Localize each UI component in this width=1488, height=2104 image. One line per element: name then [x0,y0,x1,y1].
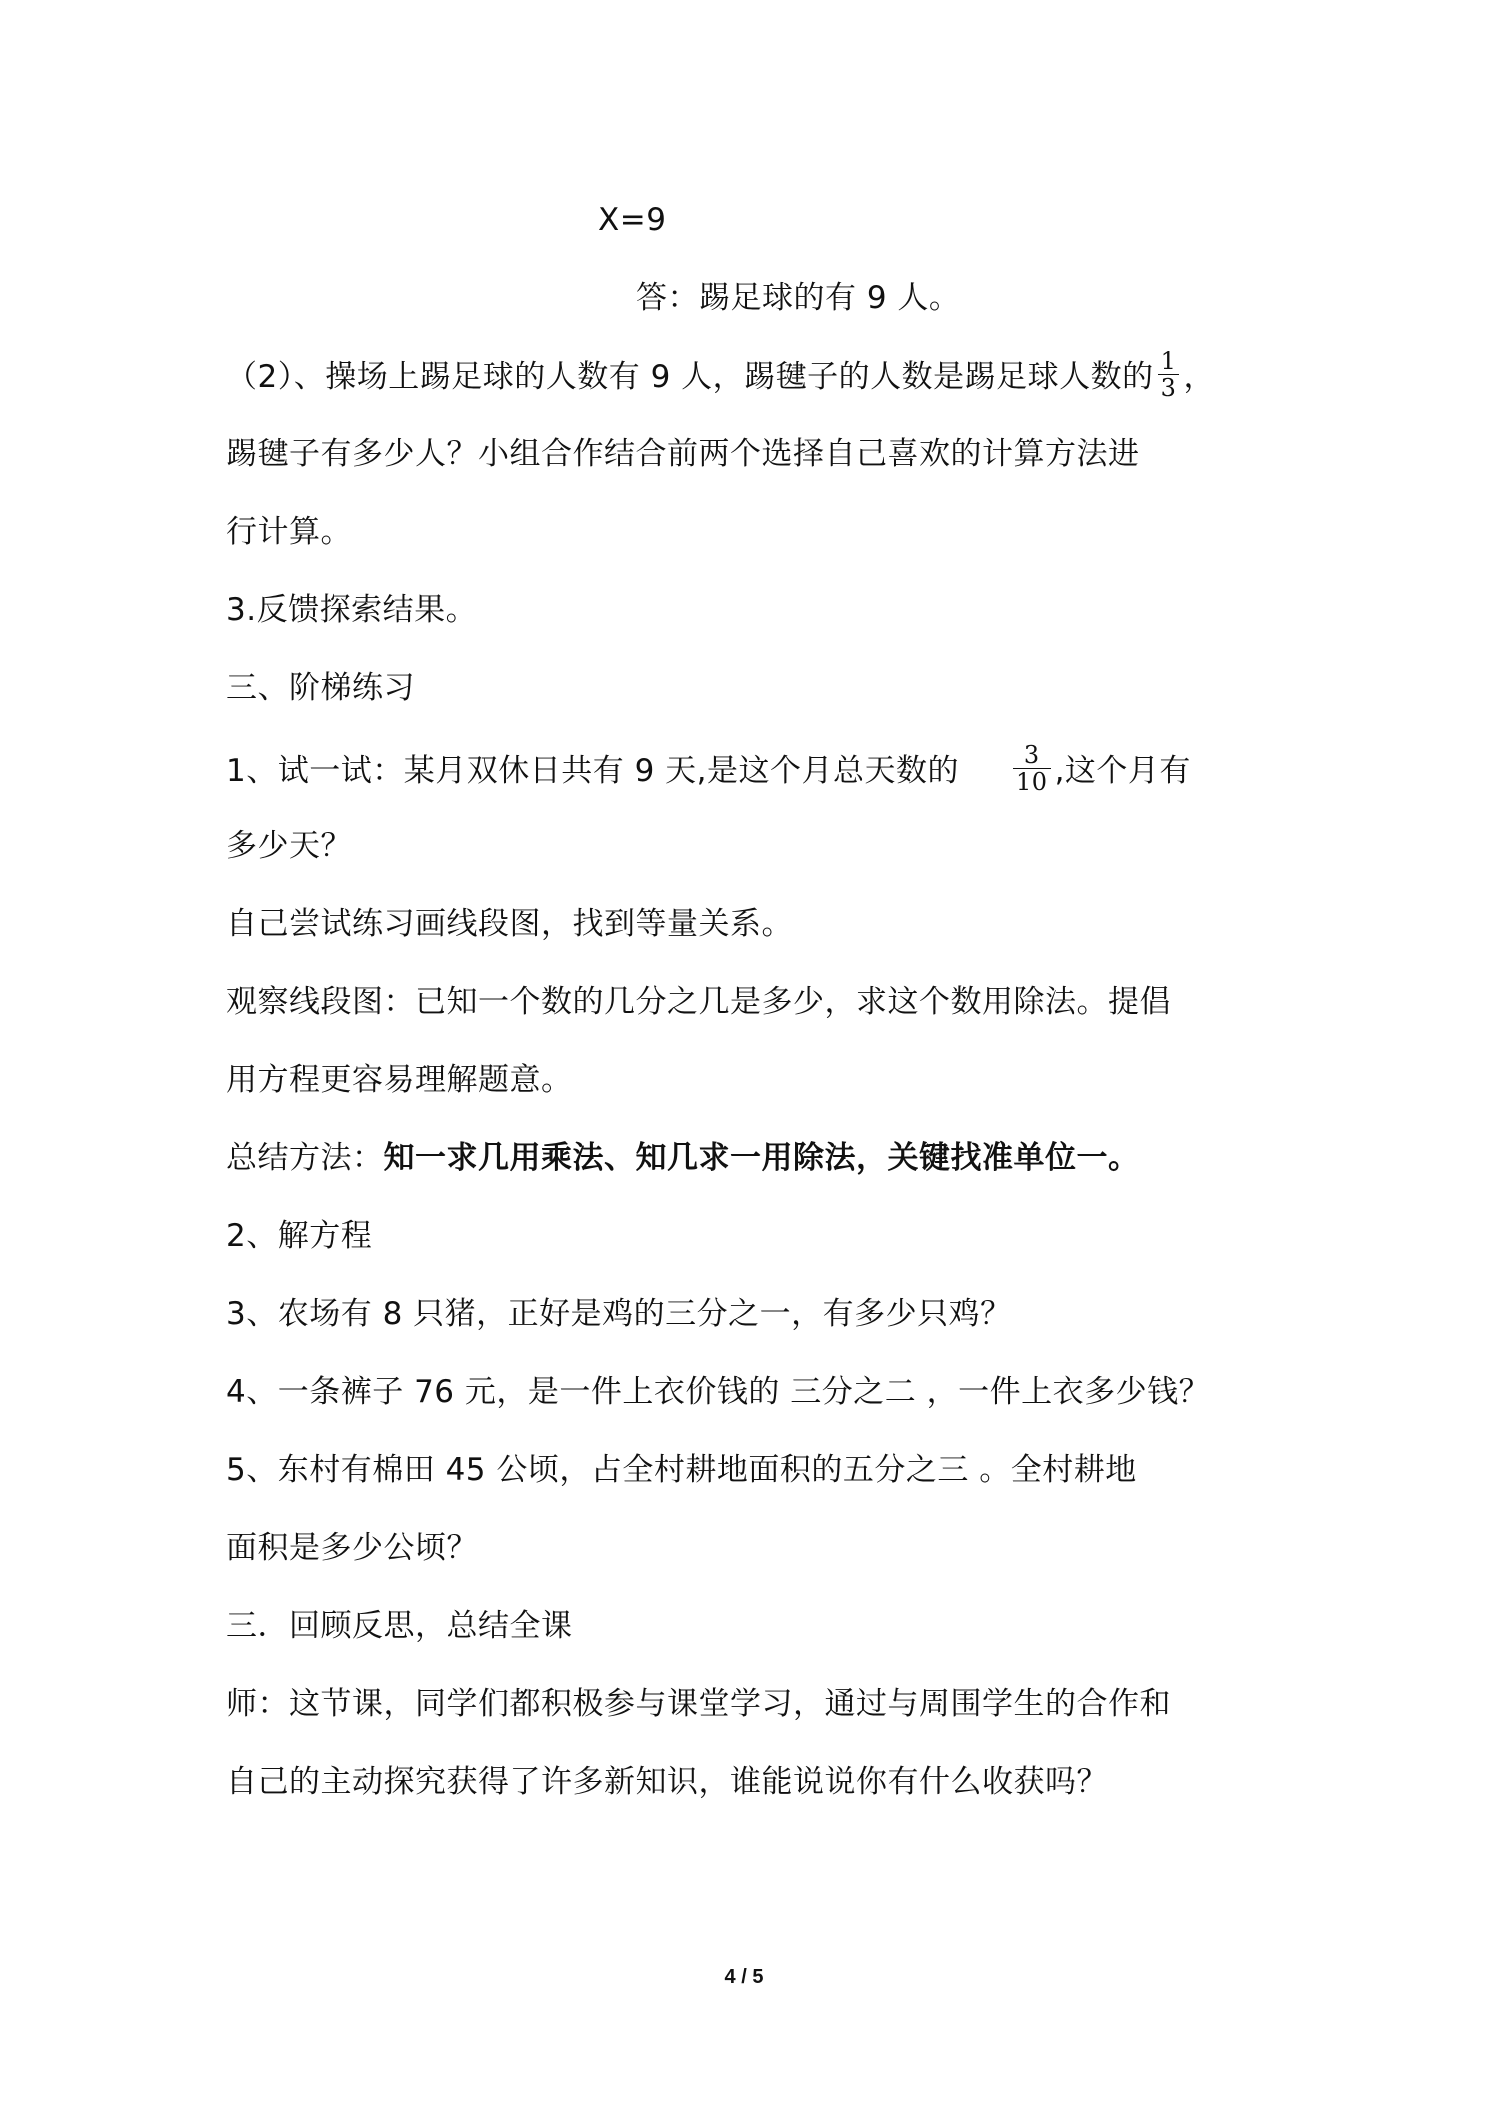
section-heading-practice: 三、阶梯练习 [226,670,415,706]
equation-result: X=9 [598,202,667,238]
exercise-5-line-2: 面积是多少公顷？ [226,1530,478,1566]
exercise-5-line-1: 5、东村有棉田 45 公顷，占全村耕地面积的五分之三 。全村耕地 [226,1452,1137,1488]
question-2-comma: ， [1183,359,1215,395]
fraction-numerator: 3 [1013,742,1051,769]
fraction-denominator: 10 [1016,768,1048,796]
question-2-line-3: 行计算。 [226,514,352,550]
section-heading-review: 三．回顾反思，总结全课 [226,1608,573,1644]
exercise-3: 3、农场有 8 只猪，正好是鸡的三分之一，有多少只鸡？ [226,1296,1012,1332]
exercise-4: 4、一条裤子 76 元，是一件上衣价钱的 三分之二 ，一件上衣多少钱？ [226,1374,1211,1410]
exercise-1-text-end: ,这个月有 [1054,753,1191,789]
fraction-three-tenths [1013,742,1051,795]
exercise-1-line-1 [226,741,1191,799]
teacher-line-2: 自己的主动探究获得了许多新知识，谁能说说你有什么收获吗？ [226,1764,1108,1800]
question-2-line-1 [226,347,1215,405]
teacher-line-1: 师：这节课，同学们都积极参与课堂学习，通过与周围学生的合作和 [226,1686,1171,1722]
summary-line [226,1138,1140,1178]
exercise-1-text: 1、试一试：某月双休日共有 9 天,是这个月总天数的 [226,753,960,789]
question-2-text: （2）、操场上踢足球的人数有 9 人，踢毽子的人数是踢足球人数的 [226,359,1154,395]
observe-line-1: 观察线段图：已知一个数的几分之几是多少，求这个数用除法。提倡 [226,984,1171,1020]
answer-line: 答：踢足球的有 9 人。 [636,280,961,316]
fraction-one-third [1158,348,1180,401]
exercise-1-line-2: 多少天？ [226,828,352,864]
exercise-2: 2、解方程 [226,1218,373,1254]
fraction-numerator: 1 [1158,348,1180,375]
observe-line-2: 用方程更容易理解题意。 [226,1062,573,1098]
draw-instruction: 自己尝试练习画线段图，找到等量关系。 [226,906,793,942]
feedback-heading: 3.反馈探索结果。 [226,592,478,628]
summary-label: 总结方法： [226,1140,384,1176]
summary-bold-text: 知一求几用乘法、知几求一用除法，关键找准单位一。 [383,1140,1140,1176]
fraction-denominator: 3 [1160,374,1177,402]
page-number: 4 / 5 [724,1966,764,1988]
question-2-line-2: 踢毽子有多少人？小组合作结合前两个选择自己喜欢的计算方法进 [226,436,1140,472]
